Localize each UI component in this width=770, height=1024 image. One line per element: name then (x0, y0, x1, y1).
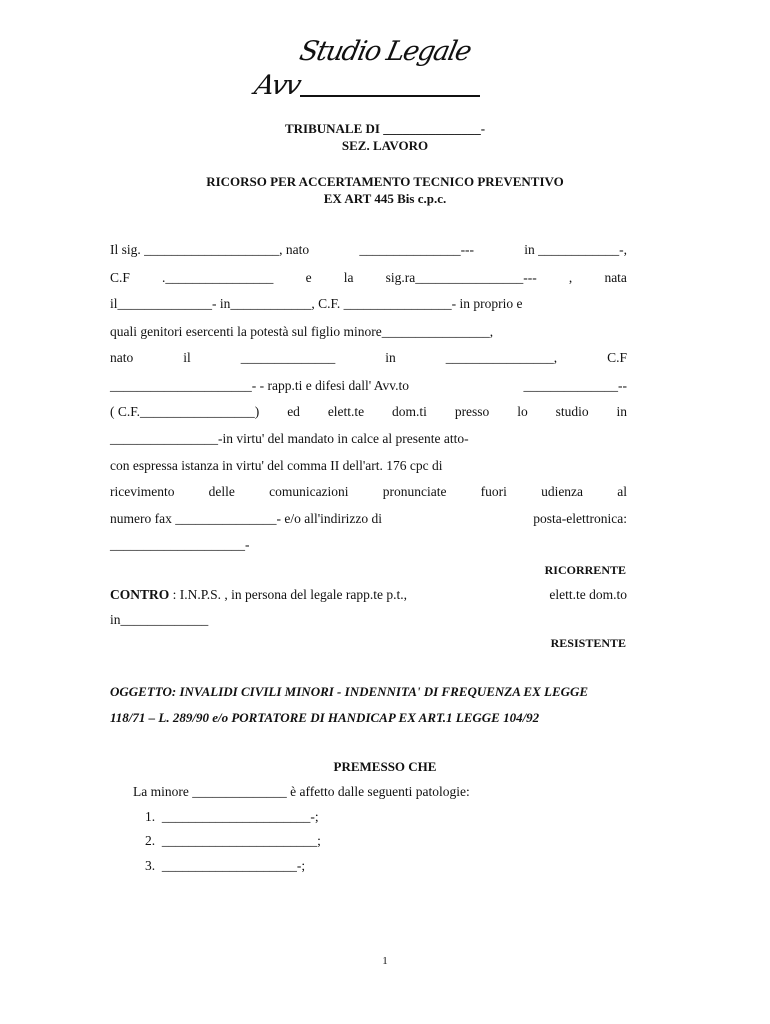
body-word: udienza (541, 484, 584, 499)
body-word: numero fax _______________- e/o all'indirizzo di (110, 511, 382, 526)
body-word: in (616, 404, 627, 419)
body-word: e (305, 270, 312, 285)
body-word: sig.ra________________--- (385, 270, 537, 285)
body-word: ________________-in virtu' del mandato in calce al presente atto- (110, 431, 469, 446)
letterhead-underline (300, 95, 480, 97)
patologia-item (145, 809, 319, 825)
body-word: ______________-- (523, 378, 627, 393)
body-word: _______________--- (359, 242, 475, 257)
patologia-item (145, 833, 321, 849)
patologia-number: 2. (145, 833, 156, 848)
patologia-number: 1. (145, 809, 156, 824)
letterhead-studio: Studio Legale (296, 36, 474, 67)
ricorso-title: RICORSO PER ACCERTAMENTO TECNICO PREVENTIVO (206, 174, 564, 189)
body-word: ______________ (240, 350, 336, 365)
body-word: , (568, 270, 573, 285)
page-number: 1 (382, 955, 388, 967)
contro-body: : I.N.P.S. , in persona del legale rapp.te p.t., (172, 587, 407, 602)
body-word: lo (517, 404, 528, 419)
body-line (110, 431, 627, 447)
body-word: ricevimento (110, 484, 175, 499)
body-word: C.F (607, 350, 627, 365)
body-line (110, 296, 627, 312)
body-word: in (385, 350, 396, 365)
body-word: al (617, 484, 627, 499)
body-word: il (183, 350, 191, 365)
body-line (110, 270, 627, 286)
body-word: ____________________- (110, 537, 250, 552)
body-word: la (343, 270, 354, 285)
body-line (110, 511, 627, 527)
contro-in: in_____________ (110, 612, 209, 627)
body-word: .________________ (162, 270, 274, 285)
body-line (110, 324, 627, 340)
body-word: studio (555, 404, 589, 419)
body-word: posta-elettronica: (533, 511, 627, 526)
body-word: con espressa istanza in virtu' del comma II dell'art. 176 cpc di (110, 458, 443, 473)
body-word: comunicazioni (269, 484, 349, 499)
body-line (110, 378, 627, 394)
patologia-text: _______________________; (161, 833, 321, 848)
ricorso-subtitle: EX ART 445 Bis c.p.c. (323, 191, 447, 206)
letterhead-avv: Avv (251, 70, 303, 101)
body-word: pronunciate (382, 484, 447, 499)
contro-end: elett.te dom.to (549, 587, 627, 602)
body-line (110, 350, 627, 366)
body-word: fuori (480, 484, 507, 499)
body-word: elett.te (327, 404, 365, 419)
body-word: delle (208, 484, 235, 499)
oggetto-line-2: 118/71 – L. 289/90 e/o PORTATORE DI HANDICAP EX ART.1 LEGGE 104/92 (110, 710, 540, 725)
contro-text (110, 587, 407, 603)
body-word: quali genitori esercenti la potestà sul figlio minore________________, (110, 324, 494, 339)
body-line (110, 458, 627, 474)
body-word: presso (454, 404, 490, 419)
patologia-item (145, 858, 305, 874)
premesso-heading: PREMESSO CHE (333, 759, 437, 774)
oggetto-line-1: OGGETTO: INVALIDI CIVILI MINORI - INDENNITA' DI FREQUENZA EX LEGGE (110, 684, 589, 699)
sezione-heading: SEZ. LAVORO (341, 138, 429, 153)
body-line (110, 537, 627, 553)
body-word: ( C.F._________________) (110, 404, 260, 419)
contro-line (110, 587, 627, 603)
body-word: ________________, (445, 350, 558, 365)
body-word: nato (110, 350, 134, 365)
contro-label: CONTRO (110, 587, 170, 602)
body-word: nata (604, 270, 627, 285)
tribunale-heading: TRIBUNALE DI _______________- (284, 121, 486, 136)
body-word: Il sig. ____________________, nato (110, 242, 310, 257)
patologia-text: ____________________-; (161, 858, 306, 873)
minore-line: La minore ______________ è affetto dalle seguenti patologie: (133, 784, 470, 799)
ricorrente-label: RICORRENTE (544, 563, 626, 577)
body-word: _____________________- - rapp.ti e difesi dall' Avv.to (110, 378, 410, 393)
patologia-text: ______________________-; (161, 809, 319, 824)
body-line (110, 484, 627, 500)
body-line (110, 404, 627, 420)
body-line (110, 242, 627, 258)
body-word: ed (287, 404, 300, 419)
patologia-number: 3. (145, 858, 156, 873)
body-word: in ____________-, (524, 242, 627, 257)
resistente-label: RESISTENTE (550, 636, 626, 650)
body-word: dom.ti (392, 404, 427, 419)
body-word: C.F (110, 270, 130, 285)
body-word: il______________- in____________, C.F. ________________- in proprio e (110, 296, 523, 311)
